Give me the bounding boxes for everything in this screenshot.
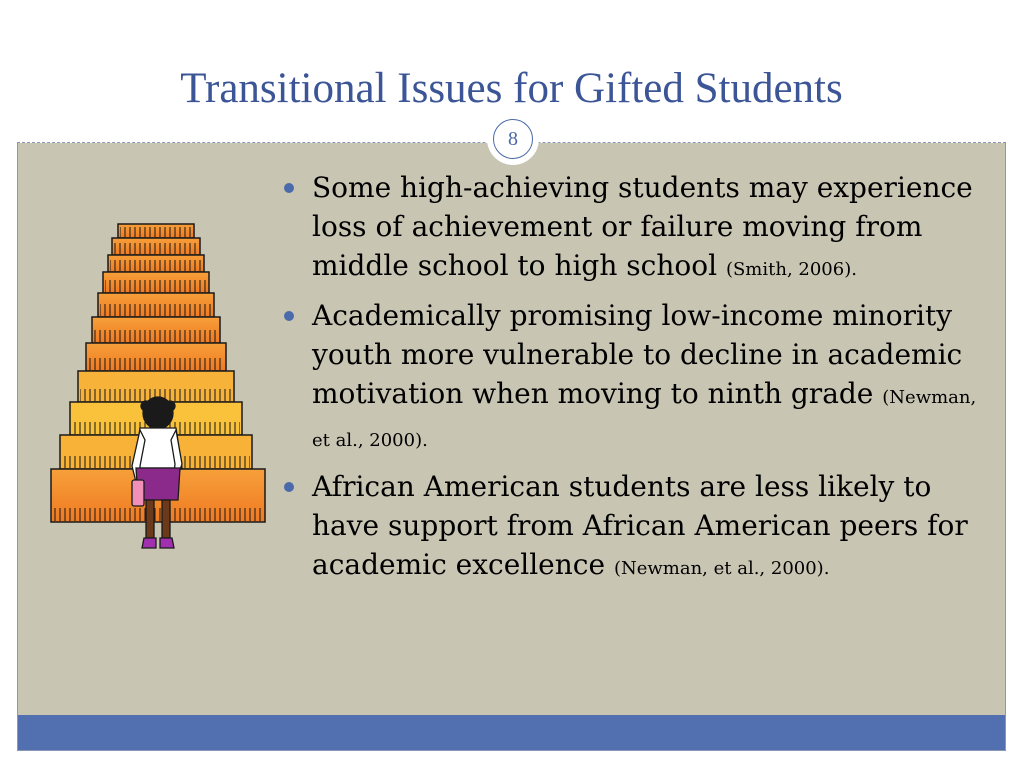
page-number-badge <box>487 113 539 165</box>
citation: (Newman, et al., 2000). <box>312 387 977 451</box>
bullet-text: African American students are less likely to have support from African American peers for academic excellence <box>312 470 968 581</box>
staircase-with-student-icon <box>48 218 272 558</box>
bullet-dot <box>284 183 294 193</box>
bullet-item <box>282 168 982 289</box>
citation: (Smith, 2006). <box>725 259 857 280</box>
bullet-dot <box>284 311 294 321</box>
bullet-dot <box>284 482 294 492</box>
bullet-text: Academically promising low-income minority youth more vulnerable to decline in academic motivation when moving to ninth grade <box>312 299 963 410</box>
bullet-list <box>282 168 982 595</box>
footer-bar <box>18 715 1005 750</box>
page-number-ring <box>493 119 533 159</box>
page-number: 8 <box>508 127 518 150</box>
slide-title: Transitional Issues for Gifted Students <box>180 65 843 112</box>
bullet-item <box>282 296 982 460</box>
citation: (Newman, et al., 2000). <box>613 558 830 579</box>
bullet-item <box>282 467 982 588</box>
bullet-text: Some high-achieving students may experience loss of achievement or failure moving from middle school to high school <box>312 171 973 282</box>
